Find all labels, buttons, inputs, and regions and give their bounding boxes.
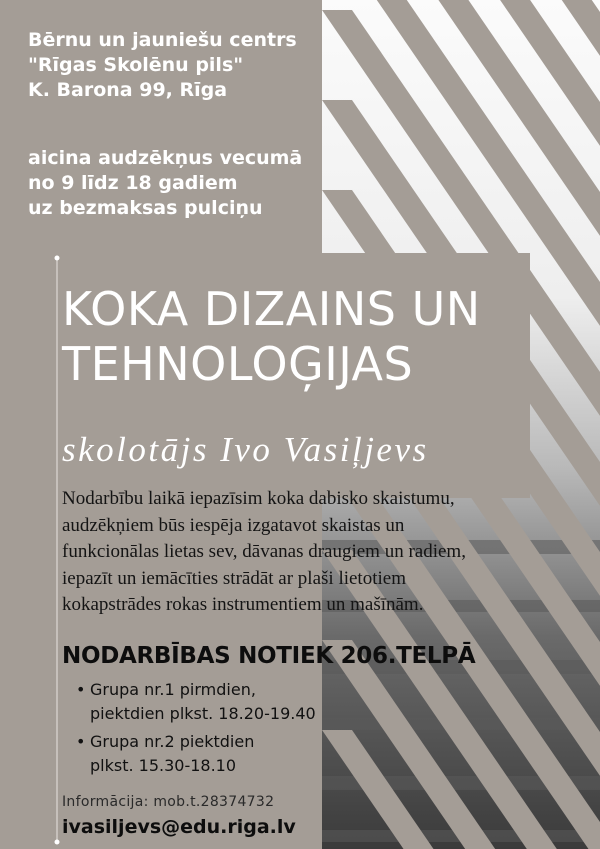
organization-name: Bērnu un jauniešu centrs "Rīgas Skolēnu pils" K. Barona 99, Rīga [28,29,297,101]
course-description: Nodarbību laikā iepazīsim koka dabisko skaistumu, audzēkņiem būs iespēja izgatavot skaistas un funkcionālas lietas sev, dāvanas draugiem un radiem, iepazīt un iemācīties strādāt ar plaši lietotiem kokapstrādes rokas instrumentiem un mašīnām. [62,488,466,615]
list-item: • Grupa nr.1 pirmdien, piektdien plkst. 18.20-19.40 [76,680,316,723]
location-heading: NODARBĪBAS NOTIEK 206.TELPĀ [62,643,476,669]
teacher-name: skolotājs Ivo Vasiļjevs [62,430,429,469]
group-schedule-list [70,678,370,782]
invitation-text: aicina audzēkņus vecumā no 9 līdz 18 gadiem uz bezmaksas pulciņu [28,147,303,219]
bullet-icon: • [76,680,86,699]
contact-email[interactable]: ivasiljevs@edu.riga.lv [62,816,296,838]
list-item: • Grupa nr.2 piektdien plkst. 15.30-18.10 [76,732,255,775]
bullet-icon: • [76,732,86,751]
course-title: KOKA DIZAINS UN TEHNOLOĢIJAS [62,282,481,391]
vertical-accent-line [55,256,60,845]
contact-info: Informācija: mob.t.28374732 [62,794,275,810]
